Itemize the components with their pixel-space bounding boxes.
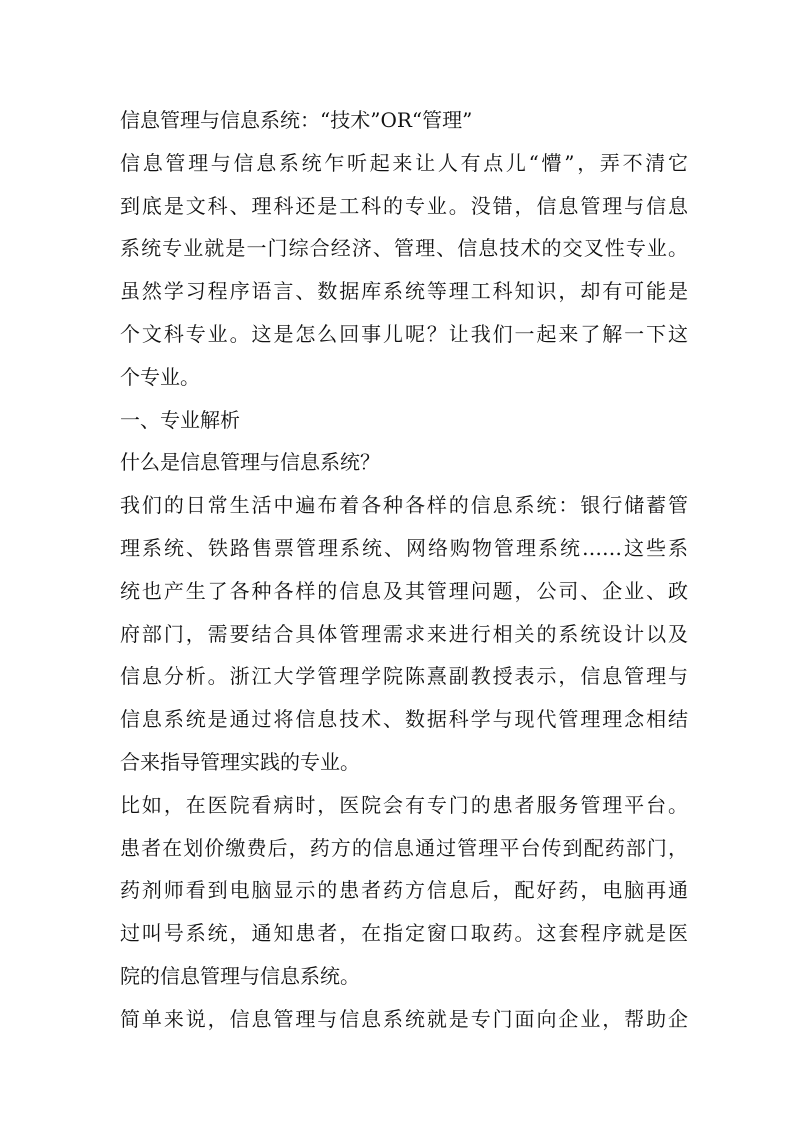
text-line: 院的信息管理与信息系统。 [120, 963, 360, 988]
text-line: 什么是信息管理与信息系统？ [120, 450, 380, 475]
text-line: 系统专业就是一门综合经济、管理、信息技术的交叉性专业。 [120, 236, 688, 261]
text-line: 信息分析。浙江大学管理学院陈熹副教授表示，信息管理与 [120, 664, 688, 689]
text-line: 统也产生了各种各样的信息及其管理问题，公司、企业、政 [120, 578, 688, 603]
text-line: 我们的日常生活中遍布着各种各样的信息系统：银行储蓄管 [120, 493, 688, 518]
text-line: 虽然学习程序语言、数据库系统等理工科知识，却有可能是 [120, 279, 688, 304]
text-line: 合来指导管理实践的专业。 [120, 749, 360, 774]
text-line: 府部门，需要结合具体管理需求来进行相关的系统设计以及 [120, 621, 688, 646]
text-line: 简单来说，信息管理与信息系统就是专门面向企业，帮助企 [120, 1006, 688, 1031]
text-line: 理系统、铁路售票管理系统、网络购物管理系统……这些系 [120, 535, 688, 560]
document-title: 信息管理与信息系统：“技术”OR“管理” [120, 108, 473, 132]
text-line: 一、专业解析 [120, 407, 240, 432]
text-line: 信息管理与信息系统乍听起来让人有点儿“懵”，弄不清它 [120, 150, 688, 175]
text-line: 个文科专业。这是怎么回事儿呢？让我们一起来了解一下这 [120, 321, 688, 346]
document-body [120, 99, 688, 1041]
text-line: 个专业。 [120, 364, 200, 389]
text-line: 药剂师看到电脑显示的患者药方信息后，配好药，电脑再通 [120, 878, 688, 903]
text-line: 过叫号系统，通知患者，在指定窗口取药。这套程序就是医 [120, 921, 688, 946]
text-line: 到底是文科、理科还是工科的专业。没错，信息管理与信息 [120, 193, 688, 218]
text-line: 信息系统是通过将信息技术、数据科学与现代管理理念相结 [120, 707, 688, 732]
text-line: 患者在划价缴费后，药方的信息通过管理平台传到配药部门， [120, 835, 688, 860]
text-line: 比如，在医院看病时，医院会有专门的患者服务管理平台。 [120, 792, 688, 817]
